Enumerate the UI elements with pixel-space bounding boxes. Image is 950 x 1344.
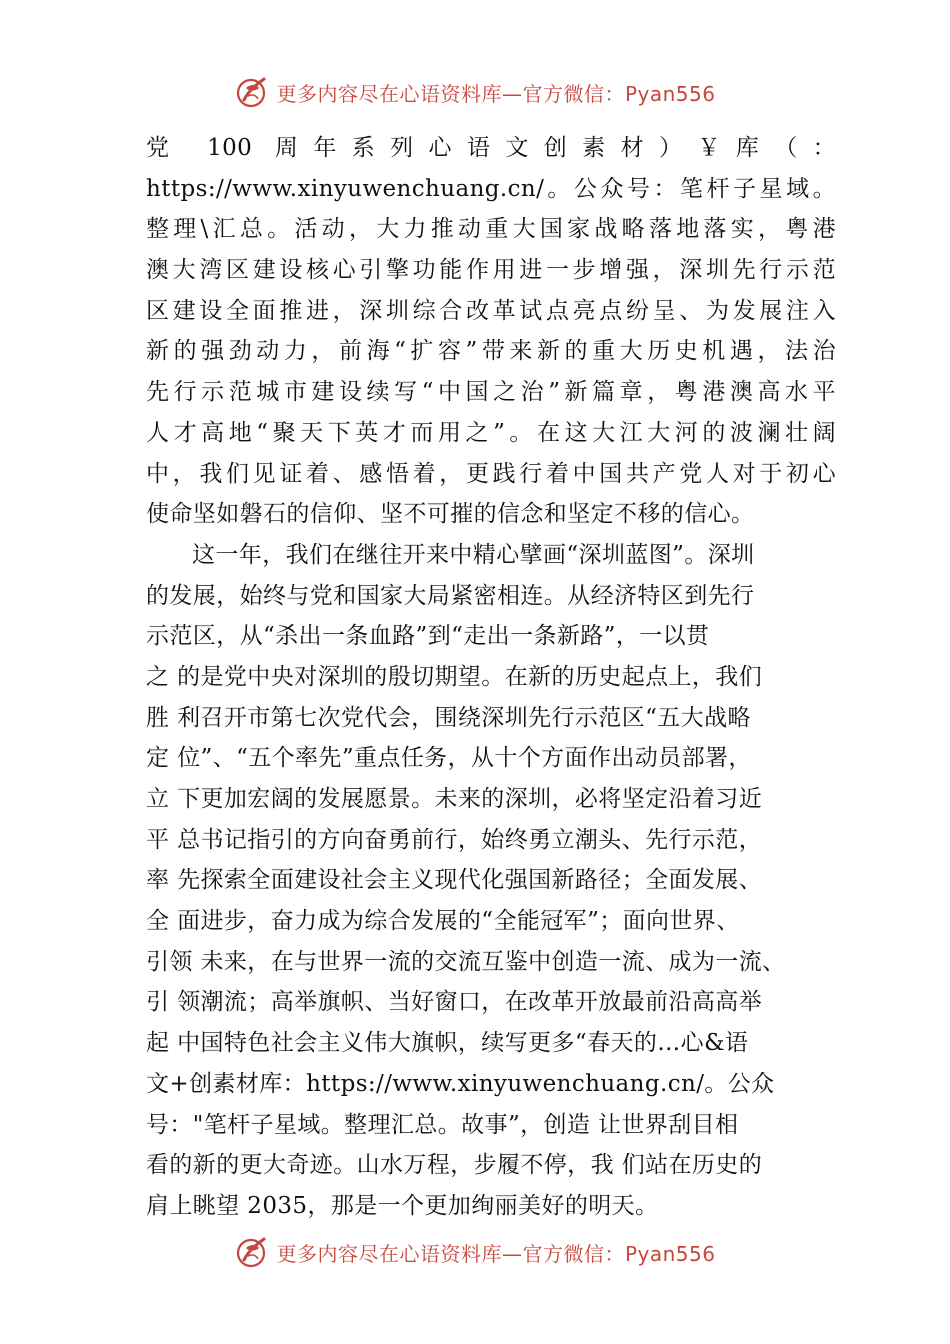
- text-line: 区建设全面推进，深圳综合改革试点亮点纷呈、为发展注入: [146, 297, 836, 324]
- text-line: 肩上眺望 2035，那是一个更加绚丽美好的明天。: [146, 1192, 659, 1219]
- text-line: 人才高地“聚天下英才而用之”。在这大江大河的波澜壮阔: [146, 419, 836, 446]
- paragraph-first-line: 这一年，我们在继往开来中精心擘画“深圳蓝图”。深圳: [192, 541, 755, 568]
- brand-logo-icon: [234, 74, 270, 110]
- text-line: 看的新的更大奇迹。山水万程，步履不停，我 们站在历史的: [146, 1152, 763, 1179]
- text-line[interactable]: 文+创素材库：https://www.xinyuwenchuang.cn/。公众: [146, 1070, 775, 1097]
- text-line: 号："笔杆子星域。整理汇总。故事”，创造 让世界刮目相: [146, 1111, 739, 1138]
- text-line: 使命坚如磐石的信仰、坚不可摧的信念和坚定不移的信心。: [146, 501, 755, 528]
- text-line: 引领 未来，在与世界一流的交流互鉴中创造一流、成为一流、: [146, 948, 786, 975]
- text-line: 整理\汇总。活动，大力推动重大国家战略落地落实，粤港: [146, 216, 836, 243]
- text-line: 中，我们见证着、感悟着，更践行着中国共产党人对于初心: [146, 460, 836, 487]
- text-line: 全 面进步，奋力成为综合发展的“全能冠军”；面向世界、: [146, 908, 740, 935]
- document-body: [146, 128, 836, 1227]
- text-line: 之 的是党中央对深圳的殷切期望。在新的历史起点上，我们: [146, 663, 763, 690]
- text-line: 率 先探索全面建设社会主义现代化强国新路径；全面发展、: [146, 867, 763, 894]
- header-banner: [0, 72, 950, 112]
- text-line: 的发展，始终与党和国家大局紧密相连。从经济特区到先行: [146, 582, 755, 609]
- header-banner-text: 更多内容尽在心语资料库—官方微信：Pyan556: [276, 81, 716, 106]
- text-line: 定 位”、“五个率先”重点任务，从十个方面作出动员部署，: [146, 745, 752, 772]
- text-line: 示范区，从“杀出一条血路”到“走出一条新路”，一以贯: [146, 623, 710, 650]
- text-line: 引 领潮流；高举旗帜、当好窗口，在改革开放最前沿高高举: [146, 989, 763, 1016]
- text-line: 党 100 周年系列心语文创素材）￥库（：: [146, 135, 836, 161]
- text-line: 胜 利召开市第七次党代会，围绕深圳先行示范区“五大战略: [146, 704, 751, 731]
- text-line: 起 中国特色社会主义伟大旗帜，续写更多“春天的…心&语: [146, 1030, 749, 1057]
- footer-banner-text: 更多内容尽在心语资料库—官方微信：Pyan556: [276, 1241, 716, 1266]
- text-line[interactable]: https://www.xinyuwenchuang.cn/。公众号：笔杆子星域。: [146, 175, 836, 202]
- text-line: 立 下更加宏阔的发展愿景。未来的深圳，必将坚定沿着习近: [146, 786, 763, 812]
- text-line: 先行示范城市建设续写“中国之治”新篇章，粤港澳高水平: [146, 379, 836, 406]
- footer-banner: [0, 1232, 950, 1272]
- text-line: 新的强劲动力，前海“扩容”带来新的重大历史机遇，法治: [146, 338, 836, 365]
- text-line: 澳大湾区建设核心引擎功能作用进一步增强，深圳先行示范: [146, 257, 836, 284]
- text-line: 平 总书记指引的方向奋勇前行，始终勇立潮头、先行示范，: [146, 826, 763, 853]
- brand-logo-icon: [234, 1234, 270, 1270]
